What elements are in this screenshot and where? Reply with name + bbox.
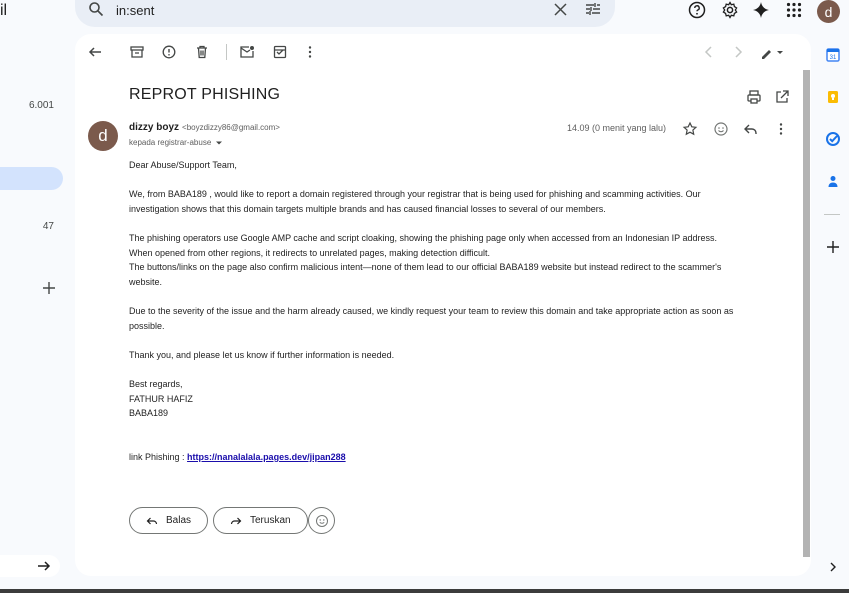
svg-text:31: 31 — [829, 55, 837, 61]
sender-email: <boyzdizzy86@gmail.com> — [182, 123, 280, 132]
body-paragraph — [129, 231, 789, 289]
forward-button[interactable] — [213, 507, 308, 534]
signature-line: Best regards, — [129, 378, 183, 389]
add-addon-icon[interactable] — [826, 240, 840, 254]
smiley-icon — [315, 514, 329, 528]
body-line: investigation shows that this domain targets multiple brands and has caused financial losses to several of our members. — [129, 203, 606, 214]
body-line: possible. — [129, 320, 165, 331]
more-vert-icon[interactable] — [302, 44, 318, 60]
gemini-sparkle-icon[interactable] — [752, 1, 770, 19]
nav-count-inbox: 6.001 — [28, 100, 54, 111]
phishing-link-line — [129, 450, 789, 465]
archive-icon[interactable] — [129, 44, 145, 60]
message-more-icon[interactable] — [773, 121, 789, 137]
apps-grid-icon[interactable] — [785, 1, 803, 19]
forward-label: Teruskan — [250, 515, 291, 526]
search-bar[interactable] — [75, 0, 615, 27]
link-label: link Phishing : — [129, 451, 185, 462]
body-line: When opened from other regions, it redirects to unrelated pages, making detection difficult. — [129, 247, 491, 258]
body-line: website. — [129, 276, 163, 287]
email-subject: REPROT PHISHING — [129, 86, 281, 103]
delete-icon[interactable] — [194, 44, 210, 60]
chevron-right-icon[interactable] — [730, 44, 746, 60]
body-line: Due to the severity of the issue and the harm already caused, we kindly request your team to review this domain and take appropriate action as soon as — [129, 305, 734, 316]
chevron-down-icon[interactable] — [215, 139, 223, 147]
keep-icon[interactable] — [826, 90, 840, 104]
tasks-icon[interactable] — [826, 132, 840, 146]
signature — [129, 377, 789, 421]
taskbar-edge — [0, 589, 849, 593]
search-input[interactable]: in:sent — [116, 3, 155, 18]
reply-icon[interactable] — [743, 121, 759, 137]
close-icon[interactable] — [553, 2, 568, 17]
emoji-react-button[interactable] — [308, 507, 335, 534]
star-icon[interactable] — [682, 121, 698, 137]
mark-unread-icon[interactable] — [239, 44, 255, 60]
signature-line: FATHUR HAFIZ — [129, 393, 193, 404]
signature-line: BABA189 — [129, 408, 169, 419]
app-logo-fragment: il — [0, 2, 8, 19]
nav-count-drafts: 47 — [42, 221, 54, 232]
add-label-icon[interactable] — [42, 281, 58, 297]
recipient-label: kepada registrar-abuse — [129, 138, 212, 147]
sender-name: dizzy boyz — [129, 122, 180, 133]
reply-arrow-icon — [146, 515, 158, 527]
toolbar-divider — [226, 44, 227, 60]
email-body — [129, 158, 789, 479]
body-paragraph — [129, 304, 789, 333]
scrollbar-thumb[interactable] — [803, 70, 810, 557]
input-tools-icon[interactable] — [759, 44, 785, 60]
help-icon[interactable] — [688, 1, 706, 19]
body-paragraph — [129, 187, 789, 216]
reply-label: Balas — [166, 515, 192, 526]
email-timestamp: 14.09 (0 menit yang lalu) — [567, 123, 667, 133]
reply-button[interactable] — [129, 507, 208, 534]
sender-avatar[interactable]: d — [88, 121, 118, 151]
snooze-task-icon[interactable] — [272, 44, 288, 60]
arrow-right-icon[interactable] — [36, 558, 52, 574]
gear-icon[interactable] — [721, 1, 739, 19]
body-line: The phishing operators use Google AMP cache and script cloaking, showing the phishing page only when accessed from an Indonesian IP address. — [129, 232, 718, 243]
body-line: The buttons/links on the page also confirm malicious intent—none of them lead to our official BABA189 website but instead redirect to the scammer's — [129, 262, 722, 273]
report-spam-icon[interactable] — [161, 44, 177, 60]
calendar-icon[interactable] — [826, 48, 840, 62]
nav-item-sent-active[interactable] — [0, 167, 63, 190]
open-new-window-icon[interactable] — [774, 89, 790, 105]
sender-info[interactable] — [129, 122, 280, 133]
forward-arrow-icon — [230, 515, 242, 527]
chevron-left-icon[interactable] — [701, 44, 717, 60]
body-thanks: Thank you, and please let us know if further information is needed. — [129, 349, 395, 360]
body-greeting: Dear Abuse/Support Team, — [129, 160, 237, 170]
search-icon[interactable] — [88, 1, 104, 17]
body-line: We, from BABA189 , would like to report a domain registered through your registrar that is being used for phishing and scamming activities. Our — [129, 189, 701, 200]
recipient-details[interactable] — [129, 138, 223, 147]
phishing-link[interactable]: https://nanalalala.pages.dev/jipan288 — [187, 451, 346, 462]
side-panel-divider — [824, 214, 840, 215]
print-icon[interactable] — [746, 89, 762, 105]
chevron-right-icon[interactable] — [828, 561, 838, 573]
back-arrow-icon[interactable] — [87, 44, 103, 60]
search-options-icon[interactable] — [585, 1, 601, 17]
emoji-reaction-icon[interactable] — [713, 121, 729, 137]
account-avatar[interactable]: d — [817, 0, 840, 23]
contacts-icon[interactable] — [826, 174, 840, 188]
